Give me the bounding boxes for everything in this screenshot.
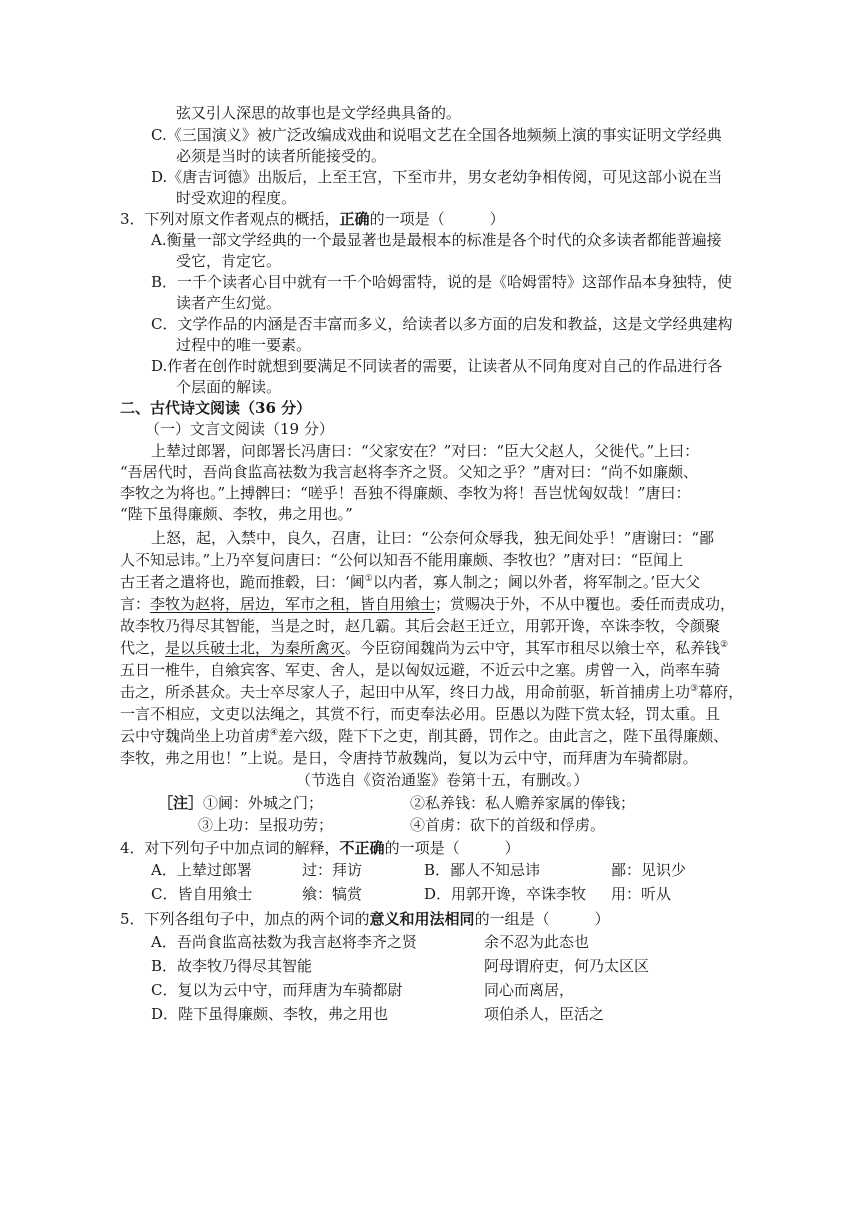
q3-option-b-line1: B．一千个读者心目中就有一千个哈姆雷特，说的是《哈姆雷特》这部作品本身独特，使 [151, 273, 733, 291]
passage-line: 人不知忌讳。”上乃卒复问唐曰：“公何以知吾不能用廉颇、李牧也？”唐对曰：“臣闻上 [120, 551, 684, 569]
passage-text: ；赏赐决于外，不从中覆也。委任而责成功， [435, 595, 736, 613]
q5-option-c-sentence: C．复以为云中守，而拜唐为车骑都尉 [151, 981, 403, 999]
note-2: ②私养钱：私人赡养家属的俸钱； [410, 794, 636, 812]
q5-stem-bold: 意义和用法相同 [369, 910, 475, 928]
q5-option-b-sentence: B．故李牧乃得尽其智能 [151, 957, 313, 975]
q4-option-b-sentence: B．鄙人不知忌讳 [424, 861, 541, 879]
passage-text: 差六级，陛下下之吏，削其爵，罚作之。由此言之，陛下虽得廉颇、 [278, 727, 729, 745]
q2-option-d-line1: D.《唐吉诃德》出版后，上至王宫，下至市井，男女老幼争相传阅，可见这部小说在当 [151, 168, 723, 186]
underlined-sentence: 李牧为赵将，居边，军市之租，皆自用飨士 [150, 595, 436, 613]
footnote-marker: ② [720, 640, 729, 650]
q2-option-d-line2: 时受欢迎的程度。 [176, 189, 297, 207]
q5-stem-pre: 5．下列各组句子中，加点的两个词的 [120, 910, 370, 928]
q5-option-a-compare: 余不忍为此态也 [484, 933, 590, 951]
passage-line [120, 726, 728, 746]
q4-option-b-explain: 鄙：见识少 [611, 861, 687, 879]
section-heading: 二、古代诗文阅读（36 分） [120, 399, 312, 417]
passage-text: 古王者之遣将也，跪而推毂，曰：‘阃 [120, 573, 365, 591]
footnote-marker: ④ [270, 728, 279, 738]
passage-text: 击之，所杀甚众。夫士卒尽家人子，起田中从军，终日力战，用命前驱，斩首捕虏上功 [120, 683, 691, 701]
q5-option-a-sentence: A．吾尚食监高祛数为我言赵将李齐之贤 [151, 933, 417, 951]
passage-line: “吾居代时，吾尚食监高祛数为我言赵将李齐之贤。父知之乎？”唐对曰：“尚不如廉颇、 [120, 463, 699, 481]
q2-option-c-line1: C.《三国演义》被广泛改编成戏曲和说唱文艺在全国各地频频上演的事实证明文学经典 [151, 126, 722, 144]
passage-line: 李牧之为将也。”上搏髀曰：“嗟乎！吾独不得廉颇、李牧为将！吾岂忧匈奴哉！”唐曰： [120, 484, 691, 502]
q5-option-d-compare: 项伯杀人，臣活之 [484, 1005, 605, 1023]
q3-stem-bold: 正确 [339, 210, 370, 228]
q4-option-c-sentence: C．皆自用飨士 [151, 885, 253, 903]
q3-stem [120, 209, 505, 229]
q3-stem-post: 的一项是（ ） [369, 210, 505, 228]
passage-line: 上怒，起，入禁中，良久，召唐，让曰：“公奈何众辱我，独无间处乎！”唐谢曰：“鄙 [151, 529, 715, 547]
passage-text: 以内者，寡人制之；阃以外者，将军制之。’臣大父 [372, 573, 701, 591]
underlined-sentence: 是以兵破士北，为秦所禽灭 [165, 639, 346, 657]
q3-option-b-line2: 读者产生幻觉。 [176, 294, 282, 312]
q3-stem-pre: 3．下列对原文作者观点的概括， [120, 210, 340, 228]
q5-stem-post: 的一组是（ ） [474, 910, 610, 928]
q4-stem-bold: 不正确 [339, 839, 385, 857]
q5-option-c-compare: 同心而离居， [484, 981, 575, 999]
q3-option-d-line2: 个层面的解读。 [176, 378, 282, 396]
q4-option-a-sentence: A．上辇过郎署 [151, 861, 252, 879]
passage-line: 一言不相应，文吏以法绳之，其赏不行，而吏奉法必用。臣愚以为陛下赏太轻，罚太重。且 [120, 705, 721, 723]
passage-text: 代之， [120, 639, 166, 657]
passage-text: 云中守魏尚坐上功首虏 [120, 727, 271, 745]
notes-row-1 [158, 793, 323, 813]
passage-line [120, 594, 735, 614]
q5-stem [120, 909, 610, 929]
note-4: ④首虏：砍下的首级和俘虏。 [410, 816, 606, 834]
q4-option-d-sentence: D．用郭开谗，卒诛李牧 [424, 885, 587, 903]
q3-option-a-line1: A.衡量一部文学经典的一个最显著也是最根本的标准是各个时代的众多读者都能普遍接 [151, 231, 722, 249]
q4-option-c-explain: 飨：犒赏 [302, 885, 363, 903]
q4-stem-post: 的一项是（ ） [384, 839, 520, 857]
passage-line: “陛下虽得廉颇、李牧，弗之用也。” [120, 505, 353, 523]
section-subheading: （一）文言文阅读（19 分） [145, 420, 334, 438]
passage-text: 言： [120, 595, 151, 613]
passage-line [120, 682, 743, 702]
q4-stem-pre: 4．对下列句子中加点词的解释， [120, 839, 340, 857]
passage-line: 五日一椎牛，自飨宾客、军吏、舍人，是以匈奴远避，不近云中之塞。虏曾一入，尚率车骑 [120, 661, 721, 679]
q3-option-c-line2: 过程中的唯一要素。 [176, 336, 312, 354]
q5-option-d-sentence: D．陛下虽得廉颇、李牧，弗之用也 [151, 1005, 389, 1023]
q5-option-b-compare: 阿母谓府吏，何乃太区区 [484, 957, 650, 975]
footnote-marker: ① [364, 574, 373, 584]
passage-text: 幕府， [698, 683, 744, 701]
passage-source: （节选自《资治通鉴》卷第十五，有删改。） [296, 771, 589, 789]
passage-line [120, 638, 728, 658]
q4-option-a-explain: 过：拜访 [302, 861, 363, 879]
note-3: ③上功：呈报功劳； [198, 816, 334, 834]
q2-option-c-line2: 必须是当时的读者所能接受的。 [176, 147, 387, 165]
passage-line: 故李牧乃得尽其智能，当是之时，赵几霸。其后会赵王迁立，用郭开谗，卒诛李牧，令颜聚 [120, 617, 721, 635]
q4-option-d-explain: 用：听从 [611, 885, 672, 903]
passage-line [120, 572, 700, 592]
q4-stem [120, 838, 520, 858]
note-1: ①阃：外城之门； [203, 794, 324, 812]
q2-option-b-cont: 弦又引人深思的故事也是文学经典具备的。 [176, 104, 462, 122]
passage-text: 。今臣窃闻魏尚为云中守，其军市租尽以飨士卒，私养钱 [345, 639, 721, 657]
footnote-marker: ③ [690, 684, 699, 694]
q3-option-c-line1: C．文学作品的内涵是否丰富而多义，给读者以多方面的启发和教益，这是文学经典建构 [151, 315, 733, 333]
q3-option-d-line1: D.作者在创作时就想到要满足不同读者的需要，让读者从不同角度对自己的作品进行各 [151, 357, 723, 375]
q3-option-a-line2: 受它，肯定它。 [176, 252, 282, 270]
passage-line: 上辇过郎署，问郎署长冯唐曰：“父家安在？”对曰：“臣大父赵人，父徙代。”上曰： [151, 442, 700, 460]
passage-line: 李牧，弗之用也！”上说。是日，令唐持节赦魏尚，复以为云中守，而拜唐为车骑都尉。 [120, 749, 698, 767]
notes-label: ［注］ [158, 794, 204, 812]
